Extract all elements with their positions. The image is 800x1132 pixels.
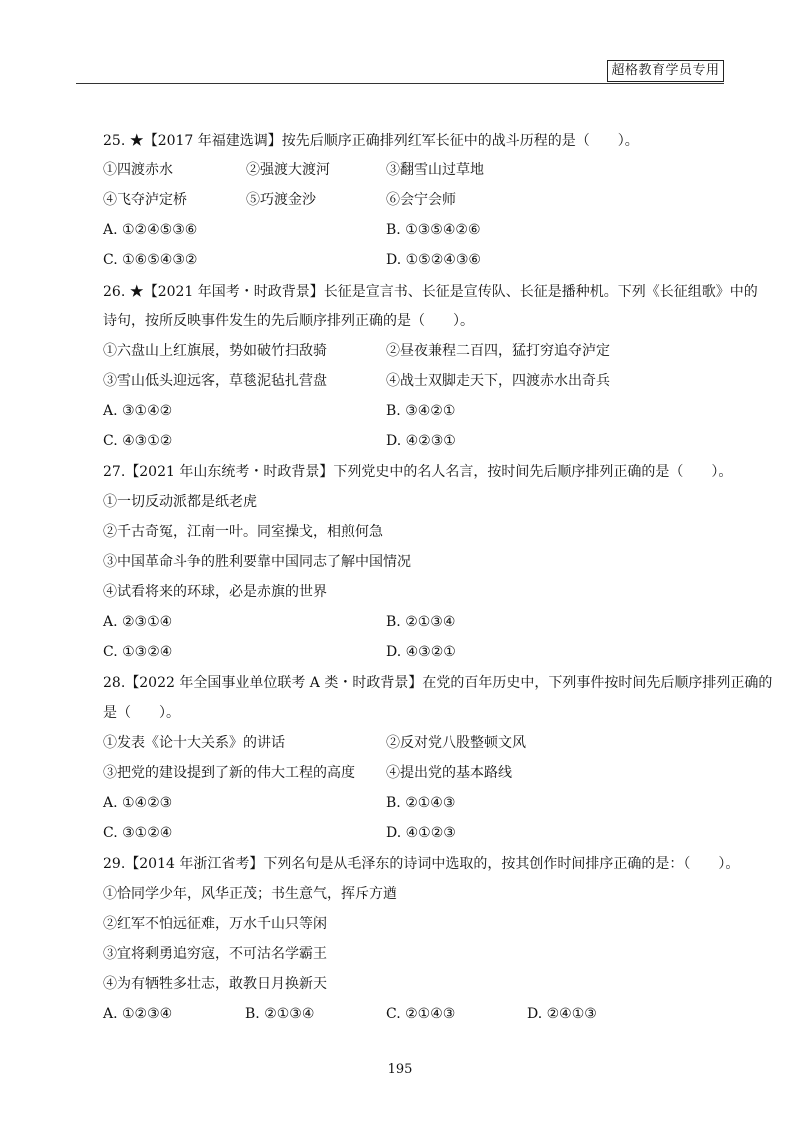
answer-choice-c: C. ③①②④ xyxy=(103,825,173,841)
answer-choice-b: B. ①③⑤④②⑥ xyxy=(386,222,481,238)
answer-choice-b: B. ③④②① xyxy=(386,403,456,419)
list-item: ①一切反动派都是纸老虎 xyxy=(103,494,257,510)
answer-choice-b: B. ②①④③ xyxy=(386,795,456,811)
answer-choice-c: C. ①⑥⑤④③② xyxy=(103,252,198,268)
question-stem-continued: 诗句，按所反映事件发生的先后顺序排列正确的是（ ）。 xyxy=(103,313,474,329)
list-item: ⑥会宁会师 xyxy=(386,192,456,208)
header-stamp: 超格教育学员专用 xyxy=(607,60,724,82)
answer-choice-a: A. ①②④⑤③⑥ xyxy=(103,222,198,238)
list-item: ②昼夜兼程二百四，猛打穷追夺泸定 xyxy=(386,343,610,359)
list-item: ②反对党八股整顿文风 xyxy=(386,735,526,751)
question-stem: 29.【2014 年浙江省考】下列名句是从毛泽东的诗词中选取的，按其创作时间排序正确的是：（ ）。 xyxy=(103,856,740,872)
page-number: 195 xyxy=(387,1062,413,1077)
list-item: ④提出党的基本路线 xyxy=(386,765,512,781)
header-divider xyxy=(76,83,724,84)
answer-choice-d: D. ②④①③ xyxy=(527,1006,597,1022)
answer-choice-c: C. ②①④③ xyxy=(386,1006,456,1022)
answer-choice-d: D. ④②③① xyxy=(386,433,456,449)
list-item: ④战士双脚走天下，四渡赤水出奇兵 xyxy=(386,373,610,389)
answer-choice-d: D. ①⑤②④③⑥ xyxy=(386,252,481,268)
list-item: ②强渡大渡河 xyxy=(246,162,330,178)
list-item: ①恰同学少年，风华正茂；书生意气，挥斥方遒 xyxy=(103,886,397,902)
question-stem: 28.【2022 年全国事业单位联考 A 类・时政背景】在党的百年历史中，下列事件按时间先后顺序排列正确的 xyxy=(103,675,773,691)
question-stem: 25. ★【2017 年福建选调】按先后顺序正确排列红军长征中的战斗历程的是（ ）。 xyxy=(103,133,639,149)
answer-choice-b: B. ②①③④ xyxy=(245,1006,315,1022)
list-item: ②千古奇冤，江南一叶。同室操戈，相煎何急 xyxy=(103,524,383,540)
question-stem: 27.【2021 年山东统考・时政背景】下列党史中的名人名言，按时间先后顺序排列正确的是（ ）。 xyxy=(103,464,733,480)
list-item: ③翻雪山过草地 xyxy=(386,162,484,178)
question-stem: 26. ★【2021 年国考・时政背景】长征是宣言书、长征是宣传队、长征是播种机。下列《长征组歌》中的 xyxy=(103,284,758,300)
answer-choice-b: B. ②①③④ xyxy=(386,614,456,630)
answer-choice-c: C. ④③①② xyxy=(103,433,173,449)
list-item: ②红军不怕远征难，万水千山只等闲 xyxy=(103,916,327,932)
list-item: ③宜将剩勇追穷寇，不可沽名学霸王 xyxy=(103,946,327,962)
list-item: ④试看将来的环球，必是赤旗的世界 xyxy=(103,584,327,600)
list-item: ⑤巧渡金沙 xyxy=(246,192,316,208)
list-item: ①发表《论十大关系》的讲话 xyxy=(103,735,285,751)
list-item: ③把党的建设提到了新的伟大工程的高度 xyxy=(103,765,355,781)
answer-choice-d: D. ④①②③ xyxy=(386,825,456,841)
answer-choice-a: A. ②③①④ xyxy=(103,614,173,630)
answer-choice-d: D. ④③②① xyxy=(386,644,456,660)
answer-choice-a: A. ③①④② xyxy=(103,403,173,419)
answer-choice-a: A. ①④②③ xyxy=(103,795,173,811)
list-item: ③中国革命斗争的胜利要靠中国同志了解中国情况 xyxy=(103,554,411,570)
list-item: ④为有牺牲多壮志，敢教日月换新天 xyxy=(103,976,327,992)
list-item: ④飞夺泸定桥 xyxy=(103,192,187,208)
answer-choice-c: C. ①③②④ xyxy=(103,644,173,660)
list-item: ③雪山低头迎远客，草毯泥毡扎营盘 xyxy=(103,373,327,389)
list-item: ①六盘山上红旗展，势如破竹扫敌骑 xyxy=(103,343,327,359)
question-stem-continued: 是（ ）。 xyxy=(103,705,180,721)
answer-choice-a: A. ①②③④ xyxy=(103,1006,173,1022)
list-item: ①四渡赤水 xyxy=(103,162,173,178)
